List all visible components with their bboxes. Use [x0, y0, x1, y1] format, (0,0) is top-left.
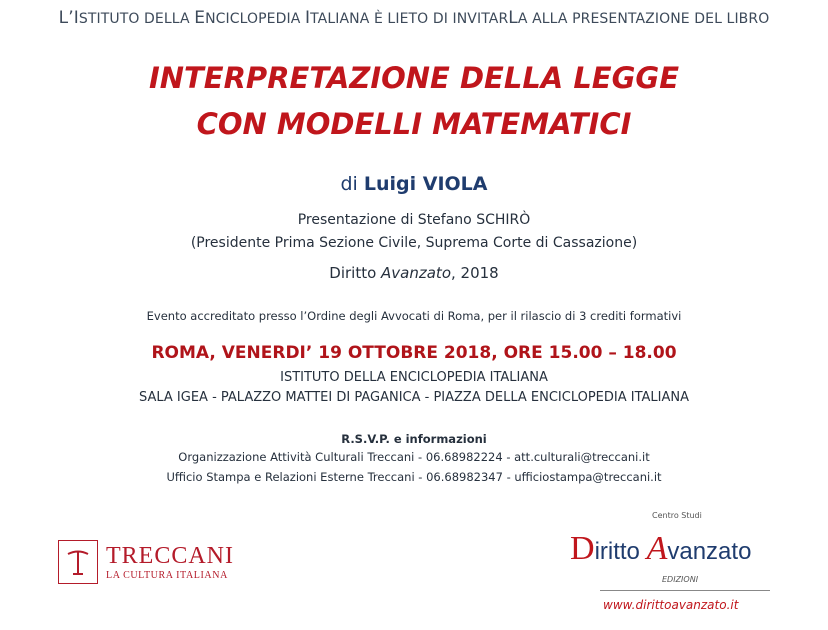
event-venue1: ISTITUTO DELLA ENCICLOPEDIA ITALIANA [280, 370, 548, 385]
treccani-name: TRECCANI [106, 542, 234, 569]
ds-website-link[interactable]: www.dirittoavanzato.it [603, 598, 739, 612]
book-title-line1: INTERPRETAZIONE DELLA LEGGE [148, 61, 680, 95]
ds-edizioni: EDIZIONI [662, 575, 699, 584]
ds-centro-studi: Centro Studi [652, 511, 702, 520]
diritto-avanzato-logo [570, 530, 751, 568]
presentation-line1: Presentazione di Stefano SCHIRÒ [297, 212, 531, 228]
contact-press: Ufficio Stampa e Relazioni Esterne Treccani - 06.68982347 - ufficiostampa@treccani.it [166, 470, 662, 484]
event-venue2: SALA IGEA - PALAZZO MATTEI DI PAGANICA - PIAZZA DELLA ENCICLOPEDIA ITALIANA [138, 390, 689, 405]
header-text: A ALLA PRESENTAZIONE DEL LIBRO [517, 11, 770, 27]
author-prefix: di [340, 173, 358, 195]
publisher-pre: Diritto [329, 264, 382, 282]
publisher-post: , 2018 [451, 264, 499, 282]
publisher [0, 264, 828, 282]
header-text: L [508, 8, 518, 28]
header-text: L’I [58, 8, 79, 28]
contact-cultural: Organizzazione Attività Culturali Treccani - 06.68982224 - att.culturali@treccani.it [178, 450, 650, 464]
header-text: I [304, 8, 311, 28]
ds-text1: iritto [594, 538, 647, 565]
author-name: Luigi VIOLA [363, 173, 488, 195]
rsvp-heading: R.S.V.P. e informazioni [341, 432, 487, 446]
ds-letter-d: D [570, 530, 595, 567]
accreditation-note: Evento accreditato presso l’Ordine degli Avvocati di Roma, per il rilascio di 3 crediti formativi [146, 309, 682, 323]
invitation-header [0, 8, 828, 28]
header-text: NCICLOPEDIA [205, 11, 305, 27]
header-text: TALIANA È LIETO DI INVITAR [310, 11, 509, 27]
treccani-logo [58, 540, 234, 584]
presentation-line2: (Presidente Prima Sezione Civile, Suprema Corte di Cassazione) [190, 235, 638, 251]
ds-letter-a: A [646, 530, 668, 567]
book-title-line2: CON MODELLI MATEMATICI [196, 107, 632, 141]
header-text: STITUTO DELLA [78, 11, 195, 27]
header-text: E [194, 8, 206, 28]
ds-divider [600, 590, 770, 591]
ds-text2: vanzato [667, 538, 752, 565]
publisher-italic: Avanzato [381, 264, 451, 282]
treccani-subtitle: LA CULTURA ITALIANA [106, 569, 228, 581]
event-datetime: ROMA, VENERDI’ 19 OTTOBRE 2018, ORE 15.00 – 18.00 [151, 343, 677, 363]
author [0, 173, 828, 195]
treccani-mark-icon [58, 540, 98, 584]
